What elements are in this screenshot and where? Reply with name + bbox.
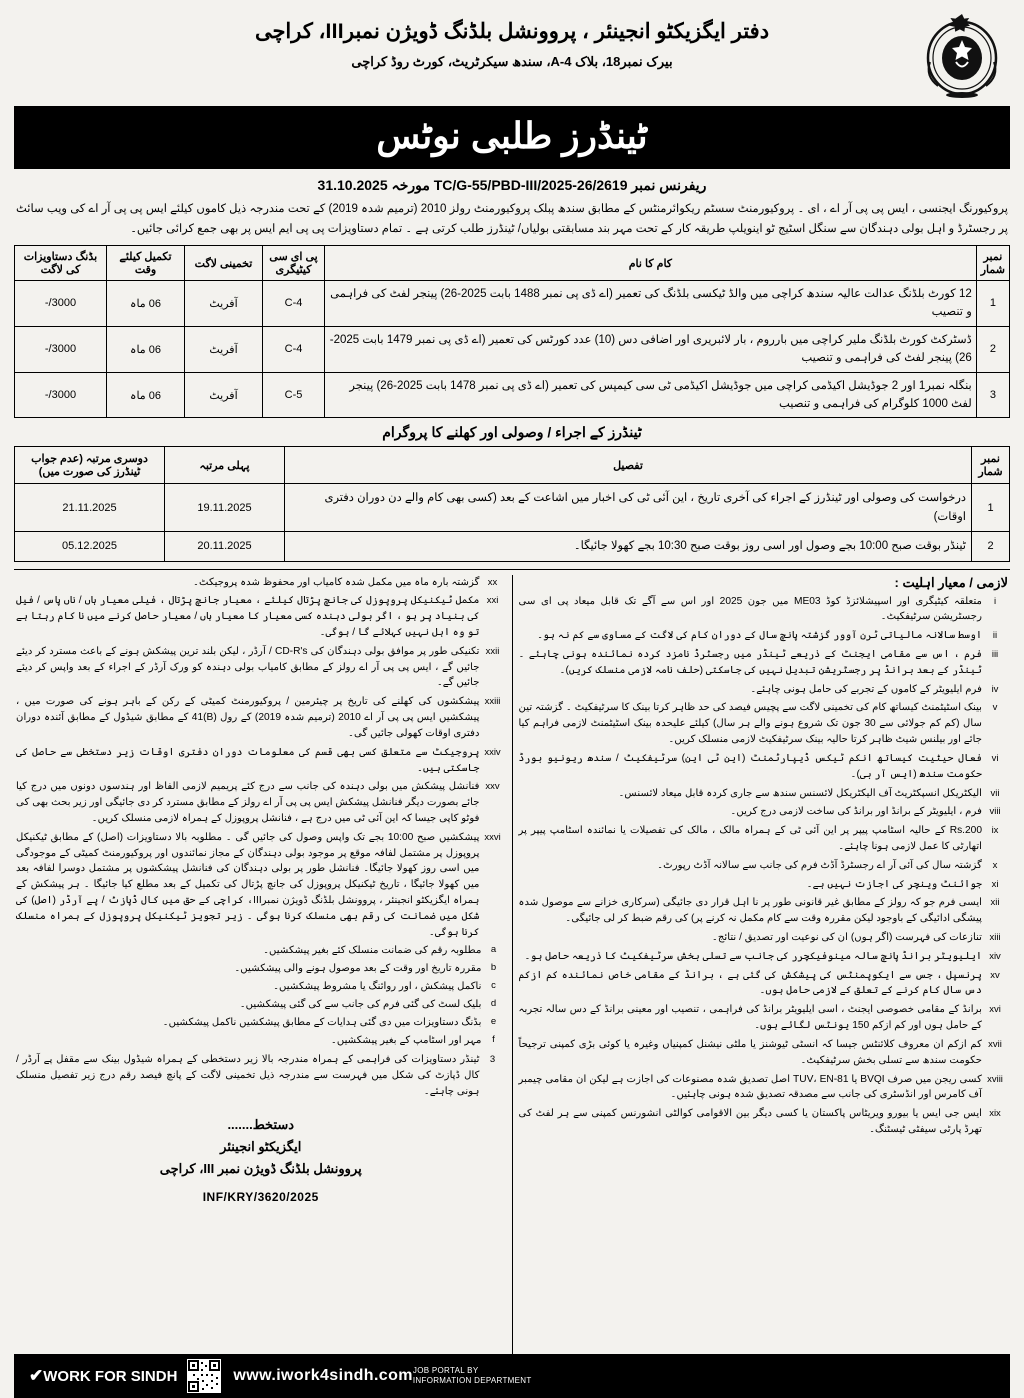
footer-bar (14, 1354, 1010, 1398)
row-detail: درخواست کی وصولی اور ٹینڈرز کے اجراء کی آخری تاریخ ، این آئی ٹی کی اخبار میں اشاعت کے بعد (کسی بھی کام والے دن دوران دفتری اوقات) (285, 484, 972, 532)
reference-line: ریفرنس نمبر TC/G-55/PBD-III/2025-26/2619 مورخہ 31.10.2025 (317, 177, 707, 193)
clause-marker: vii (990, 787, 1000, 799)
list-item (519, 968, 1009, 1000)
list-item (16, 779, 506, 826)
clause-text: ٹینڈر دستاویزات کی فراہمی کے ہمراہ مندرجہ بالا زیر دستخطی کے ہمراہ شیڈول بینک سے مقفل پے آرڈر / کال ڈپازٹ کی شکل میں فہرست سے مندرجہ ذیل تخمینی لاگت کے پانچ فیصد رقم درج زیر تفصیل منسلک ہونی چاہئے۔ (16, 1054, 480, 1097)
eligibility-title: لازمی / معیار اہلیت : (894, 574, 1008, 590)
list-item (519, 895, 1009, 927)
clause-marker: xi (991, 878, 999, 890)
list-item (16, 644, 506, 691)
row-sr: 2 (976, 326, 1009, 372)
inf-number: INF/KRY/3620/2025 (202, 1190, 319, 1205)
col-pec-category: پی ای سی کیٹیگری (263, 246, 325, 281)
clause-text: ایلیویٹر برانڈ پانچ سالہ مینوفیکچرر کی جانب سے تسلی بخش سرٹیفکیٹ کا ذریعہ حاصل ہو۔ (524, 950, 982, 962)
notice-title-bar (14, 106, 1010, 169)
row-category: C-4 (263, 281, 325, 327)
clause-marker: xxvi (484, 831, 501, 843)
signature-block (16, 1114, 506, 1180)
list-item (519, 682, 1009, 698)
clause-text: کم ازکم ان معروف کلائنٹس جیسا کہ انسٹی ٹیوشنز یا ملٹی نیشنل کمپنیاں وغیرہ یا کوئی بڑی کمپنی ترجیحاً حکومت سندھ سے تسلی بخش سرٹیفکیٹ۔ (518, 1038, 982, 1066)
table-row (15, 326, 1010, 372)
row-time: 06 ماہ (107, 326, 185, 372)
list-item (519, 823, 1009, 855)
list-item (519, 628, 1009, 644)
row-work-name: ڈسٹرکٹ کورٹ بلڈنگ ملیر کراچی میں بارروم ، بار لائبریری اور اضافی دس (10) عدد کورٹس کی تعمیر (اے ڈی پی نمبر 1479 بابت 2025-26) پینجر لفٹ کی فراہمی و تنصیب (325, 326, 977, 372)
eligibility-list (519, 594, 1009, 1138)
list-item (519, 1002, 1009, 1034)
clause-text: جوائنٹ وینچر کی اجازت نہیں ہے۔ (806, 878, 982, 890)
clause-marker: xviii (987, 1073, 1003, 1085)
page-title: ٹینڈرز طلبی نوٹس (376, 115, 648, 156)
clause-text: تنازعات کی فہرست (اگر ہوں) ان کی نوعیت اور تصدیق / نتائج۔ (711, 932, 982, 944)
clause-marker: xxiv (484, 746, 501, 758)
portal-caption-line2: INFORMATION DEPARTMENT (412, 1376, 532, 1385)
clause-marker: xxii (485, 645, 500, 657)
clause-marker: xvi (989, 1004, 1001, 1016)
clause-text: متعلقہ کیٹیگری اور اسپیشلائزڈ کوڈ ME03 میں جون 2025 اور اس سے آگے تک قابل میعاد پی ای سی رجسٹریشن سرٹیفکیٹ۔ (518, 595, 982, 623)
row-first-date: 20.11.2025 (165, 532, 285, 561)
sub-clause-marker: f (492, 1033, 495, 1045)
col-second-time: دوسری مرتبہ (عدم جواب ٹینڈرز کی صورت میں) (15, 447, 165, 484)
signature-line: دستخط....... (227, 1116, 295, 1132)
table-row (15, 532, 1010, 561)
list-item (16, 575, 506, 591)
clause-marker: ix (991, 825, 999, 837)
row-time: 06 ماہ (107, 372, 185, 418)
list-item (519, 594, 1009, 626)
clause-marker: xii (990, 897, 1000, 909)
list-item (519, 930, 1009, 946)
portal-url[interactable]: www.iwork4sindh.com (233, 1367, 413, 1384)
clause-text: Rs.200 کے حالیہ اسٹامپ پیپر پر این آئی ٹی کے ہمراہ مالک ، مالک کی تفصیلات یا نمائندہ اسٹامپ پیپر پر اتھارٹی کا عمل لازمی ہونا چاہئے۔ (518, 825, 982, 852)
list-item (16, 830, 506, 941)
row-fee: 3000/- (15, 326, 107, 372)
sub-clause-text: مقررہ تاریخ اور وقت کے بعد موصول ہونے والی پیشکشیں۔ (234, 963, 482, 975)
sub-clause-text: ناکمل پیشکش ، اور روائنگ یا مشروط پیشکشیں۔ (273, 981, 482, 993)
intro-paragraph: پروکیورنگ ایجنسی ، ایس پی پی آر اے ، ای ۔ پروکیورمنٹ سسٹم ریکوائرمنٹس کے مطابق سندھ پبلک پروکیورمنٹ رولز 2010 (ترمیم شدہ 2019) کے تحت مندرجہ ذیل کاموں کیلئے ایس پی پی آر اے کی ویب سائٹ پر رجسٹرڈ و اہل بولی دہندگان سے سنگل اسٹیج ٹو اینویلپ طریقہ کار کے تحت مہر بند مسابقتی بولیاں/ ٹینڈرز طلب کرتی ہے ۔ تمام دستاویزات پی پی ایم ایس پر بھی جمع کرائی جائیں۔ (16, 203, 1009, 235)
conditions-list (16, 575, 506, 941)
clause-marker: xxv (485, 781, 500, 793)
list-item (16, 694, 506, 741)
sub-clause-marker: e (490, 1015, 497, 1027)
sub-clause-marker: c (491, 980, 496, 992)
sub-clause-marker: d (490, 997, 497, 1009)
clause-text: کسی ریجن میں صرف BVQI یا TUV، EN-81 اصل تصدیق شدہ مصنوعات کی اجازت ہے لیکن ان مقامی چیمبر آف کامرس اور انڈسٹری کی جانب سے مصدقہ تصدیق شدہ ہونی چاہئیں۔ (518, 1073, 982, 1101)
list-item (16, 961, 506, 977)
clause-marker: 3 (489, 1054, 496, 1066)
list-item (519, 1106, 1009, 1138)
row-second-date: 05.12.2025 (15, 532, 165, 561)
signatory-division: پروونشل بلڈنگ ڈویژن نمبر III، کراچی (159, 1160, 362, 1176)
clause-text: پیشکشیں صبح 10:00 بجے تک واپس وصول کی جائیں گی ۔ مطلوبہ بالا دستاویزات (اصل) کے مطابق ٹیکنیکل پروپوزل پر مشتمل لفافہ موقع پر موجود بولی دہندگان کے مجاز نمائندوں اور پروکیورمنٹ کمیٹی کے موجودگی میں اسی روز کھولا جائیگا۔ فنانشل طور پر بولی دہندگان کی فنانشل پیشکشوں پر مشتمل دوسرا لفافہ بعد میں کھولا جائیگا ، تاریخ ٹیکنیکل پروپوزل کی جانچ پڑتال کی تکمیل کے بعد مطلع کیا جائیگا ۔ ہر پیشکش کے ہمراہ ایگزیکٹو انجینئر ، پروونشل بلڈنگ ڈویژن نمبرIII، کراچی کے حق میں کال ڈپازٹ / پے آرڈر (اصل) کی شکل میں ضمانت کی رقم بھی منسلک کرنا ہوگی ۔ زیر تجویز ٹیکنیکل پروپوزل کے ہمراہ منسلک کرنا ہوگی۔ (16, 831, 480, 938)
brand-label: WORK FOR SINDH (43, 1367, 178, 1385)
row-sr: 2 (972, 532, 1010, 561)
clause-text: گزشتہ سال کی آئی آر اے رجسٹرڈ آڈٹ فرم کی جانب سے سالانہ آڈٹ رپورٹ۔ (657, 859, 982, 871)
clause-marker: iv (991, 683, 999, 695)
col-sr: نمبر شمار (972, 447, 1010, 484)
clause-marker: vi (991, 752, 999, 764)
row-time: 06 ماہ (107, 281, 185, 327)
clause-marker: ii (992, 630, 998, 642)
qr-code-icon (187, 1359, 221, 1393)
col-sr: نمبر شمار (976, 246, 1009, 281)
col-estimated-cost: تخمینی لاگت (185, 246, 263, 281)
sub-clause-text: بڈنگ دستاویزات میں دی گئی ہدایات کے مطابق پیشکشیں ناکمل پیشکشیں۔ (162, 1016, 482, 1028)
list-item (16, 979, 506, 995)
col-document-cost: بڈنگ دستاویزات کی لاگت (15, 246, 107, 281)
eligibility-column (513, 575, 1011, 1362)
row-sr: 1 (976, 281, 1009, 327)
list-item (16, 1052, 506, 1099)
row-cost: آفریٹ (185, 281, 263, 327)
row-work-name: 12 کورٹ بلڈنگ عدالت عالیہ سندھ کراچی میں والڈ ٹیکسی بلڈنگ کی تعمیر (اے ڈی پی نمبر 1488 بابت 2025-26) پینجر لفٹ کی فراہمی و تنصیب (325, 281, 977, 327)
row-work-name: بنگلہ نمبر1 اور 2 جوڈیشل اکیڈمی کراچی میں جوڈیشل اکیڈمی ٹی سی کیمپس کی تعمیر (اے ڈی پی نمبر 1478 بابت 2025-26) پینجر لفٹ 1000 کلوگرام کی فراہمی و تنصیب (325, 372, 977, 418)
document-header (14, 8, 1010, 100)
sub-clause-text: مطلوبہ رقم کی ضمانت منسلک کئے بغیر پیشکشیں۔ (263, 945, 482, 957)
works-table (14, 245, 1010, 418)
signatory-designation: ایگزیکٹو انجینئر (220, 1138, 302, 1154)
portal-caption (413, 1366, 532, 1386)
clause-marker: i (993, 595, 997, 607)
list-item (519, 858, 1009, 874)
clause-marker: xxi (486, 595, 499, 607)
clause-marker: xx (487, 576, 498, 588)
col-work-name: کام کا نام (325, 246, 977, 281)
list-item (16, 745, 506, 777)
terms-columns (14, 569, 1010, 1362)
table-row (15, 281, 1010, 327)
clause-marker: xxiii (484, 696, 501, 708)
clause-marker: iii (991, 649, 999, 661)
clause-marker: v (992, 702, 998, 714)
sub-clause-marker: b (490, 962, 497, 974)
list-item (16, 943, 506, 959)
clause-text: فرم ایلیویٹر کے کاموں کے تجربے کی حامل ہونی چاہئے۔ (750, 683, 982, 695)
clause-marker: xiv (989, 950, 1001, 962)
clause-text: برانڈ کے مقامی خصوصی ایجنٹ ، اسی ایلیویٹر برانڈ کی فراہمی ، تنصیب اور معینی برانڈ کے دس سالہ تجربہ کے حامل ہوں اور کم ازکم 150 یونٹس لگائے ہوں۔ (518, 1004, 982, 1032)
government-of-sindh-crest-icon (920, 10, 1004, 98)
portal-caption-line1: JOB PORTAL BY (412, 1366, 479, 1375)
schedule-header-row (15, 447, 1010, 484)
clause-marker: xvii (988, 1038, 1002, 1050)
sub-clause-text: مہر اور اسٹامپ کے بغیر پیشکشیں۔ (330, 1034, 482, 1046)
final-condition-list (16, 1052, 506, 1099)
row-fee: 3000/- (15, 372, 107, 418)
list-item (519, 786, 1009, 802)
schedule-heading: ٹینڈرز کے اجراء / وصولی اور کھلنے کا پروگرام (382, 424, 642, 441)
schedule-table (14, 446, 1010, 561)
list-item (519, 700, 1009, 747)
col-first-time: پہلی مرتبہ (165, 447, 285, 484)
clause-text: پروجیکٹ سے متعلق کسی بھی قسم کی معلومات دوران دفتری اوقات زیر دستخطی سے حاصل کی جاسکتی ہیں۔ (16, 746, 480, 774)
list-item (519, 949, 1009, 965)
list-item (16, 1033, 506, 1049)
list-item (519, 1072, 1009, 1104)
clause-text: ایسی فرم جو کہ رولز کے مطابق غیر قانونی طور پر نا اہل قرار دی جائیگی (سرکاری خزانے سے موصول شدہ پیشگی ادائیگی کے باوجود لیکن مقررہ وقت سے کام مکمل نہ کرنے پر) کی رقم ضبط کر لی جائیگی۔ (518, 897, 982, 925)
clause-marker: xv (990, 969, 1000, 981)
list-item (519, 1037, 1009, 1069)
works-table-header-row (15, 246, 1010, 281)
office-address: بیرک نمبر18، بلاک 4-A، سندھ سیکرٹریٹ، کورٹ روڈ کراچی (351, 53, 673, 69)
table-row (15, 372, 1010, 418)
list-item (519, 647, 1009, 679)
clause-text: پیشکشوں کی کھلنے کی تاریخ پر چیئرمین / پروکیورمنٹ کمیٹی کے رکن کے باہر ہونے کی صورت میں ، پیشکشیں ایس پی پی آر اے 2010 (ترمیم شدہ 2019) کے رول (B)41 کے مطابق شیڈول کے مطابق آئندہ دوران دفتری اوقات کھولی جائیں گی۔ (16, 696, 480, 739)
list-item (519, 804, 1009, 820)
sub-clause-marker: a (490, 944, 497, 956)
clause-text: تکنیکی طور پر موافق بولی دہندگان کی CD-R's / آرڈر ، لیکن بلند ترین پیشکش ہونے کے باعث مسترد کر دیئے جائیں گے ، ایس پی پی آر اے رولز کے مطابق کامیاب بولی دہندہ کو ورک آرڈر کے اجراء کے بعد واپس کر دیئے جائیں گے۔ (16, 645, 480, 689)
row-sr: 3 (976, 372, 1009, 418)
list-item (519, 751, 1009, 783)
clause-text: ایس جی ایس یا بیورو ویریٹاس پاکستان یا کسی دیگر بین الاقوامی کوالٹی انشورنس کمپنی سے ہر لفٹ کی تھرڈ پارٹی سیفٹی ٹیسٹنگ۔ (518, 1108, 982, 1135)
clause-text: فرم ، اس سے مقامی ایجنٹ کے ذریعے ٹینڈر میں رجسٹرڈ نامزد کردہ نمائندہ ہونی چاہئے ۔ ٹینڈر کے بعد برانڈ پر رجسٹریشن تبدیل نہیں کی جاسکتی (حلف نامہ لازمی منسلک کریں)۔ (518, 649, 982, 676)
row-detail: ٹینڈر بوقت صبح 10:00 بجے وصول اور اسی روز بوقت صبح 10:30 بجے کھولا جائیگا۔ (285, 532, 972, 561)
clause-text: الیکٹریکل انسپکٹریٹ آف الیکٹریکل لائسنس سندھ سے جاری کردہ قابل میعاد لائسنس۔ (618, 787, 982, 799)
clause-text: گزشتہ بارہ ماہ میں مکمل شدہ کامیاب اور محفوظ شدہ پروجیکٹ۔ (193, 576, 480, 588)
row-first-date: 19.11.2025 (165, 484, 285, 532)
conditions-column (14, 575, 512, 1362)
row-category: C-4 (263, 326, 325, 372)
col-completion-time: تکمیل کیلئے وقت (107, 246, 185, 281)
row-cost: آفریٹ (185, 326, 263, 372)
table-row (15, 484, 1010, 532)
clause-marker: x (992, 859, 998, 871)
check-icon: ✔ (29, 1366, 44, 1385)
clause-marker: viii (989, 806, 1001, 818)
row-second-date: 21.11.2025 (15, 484, 165, 532)
brand-block (24, 1366, 177, 1386)
clause-text: فنانشل پیشکش میں بولی دہندہ کی جانب سے درج کئے پریمیم لازمی الفاظ اور ہندسوں دونوں میں درج کیا جائے بصورت دیگر فنانشل پیشکش ایس پی پی آر اے رولز کے مطابق مسترد کر دی جائیگی اور زیر بحث بھی کی فوٹو کاپی جیسا کہ این آئی ٹی میں درج ہے ، فنانشل پروپوزل کے ہمراہ لازمی منسلک کریں۔ (16, 781, 480, 824)
sub-clause-text: بلیک لسٹ کی گئی فرم کی جانب سے کی گئی پیشکشیں۔ (239, 998, 482, 1010)
clause-text: بینک اسٹیٹمنٹ کیساتھ کام کی تخمینی لاگت سے پچیس فیصد کی حد ظاہر کرتا بینک کا سرٹیفکیٹ ۔ گزشتہ تین سال (کم کم جولائی سے 30 جون تک شروع ہونے والے ہر سال) کیلئے علیحدہ بینک اسٹیٹمنٹ لازمی فراہم کیا جائے اور بیلنس شیٹ ظاہر کرتا حالیہ بینک سرٹیفکیٹ لازمی منسلک کریں۔ (518, 702, 982, 746)
clause-text: فعال حیثیت کیساتھ انکم ٹیکس ڈیپارٹمنٹ (این ٹی این) سرٹیفکیٹ / سندھ ریونیو بورڈ حکومت سندھ (ایس آر بی)۔ (518, 752, 982, 780)
list-item (16, 997, 506, 1013)
row-fee: 3000/- (15, 281, 107, 327)
clause-marker: xiii (989, 932, 1001, 944)
row-category: C-5 (263, 372, 325, 418)
list-item (16, 1015, 506, 1031)
clause-text: مکمل ٹیکنیکل پروپوزل کی جانچ پڑتال کیلئے ، معیار جانچ پڑتال ، فیلی معیار ہاں / ناں پاس / فیل کی بنیاد پر ہو ، اگر بولی دہندہ کسی معیار کا معیار ہاں / معیار حاصل کرنے میں نا کام رہتا ہے تو وہ اہل نہیں کہلائے گا / ہوگی۔ (16, 595, 480, 639)
col-detail: تفصیل (285, 447, 972, 484)
list-item (16, 593, 506, 640)
office-title: دفتر ایگزیکٹو انجینئر ، پروونشل بلڈنگ ڈویژن نمبرIII، کراچی (254, 20, 770, 43)
list-item (519, 877, 1009, 893)
clause-text: پرنسپل ، جس سے ایکوپمنٹس کی پیشکش کی گئی ہے ، برانڈ کے مقامی خاص نمائندہ کم ازکم دس سال کام کرنے کے تعلق کے لازمی حامل ہوں۔ (518, 969, 982, 997)
row-sr: 1 (972, 484, 1010, 532)
rejection-sub-list (16, 943, 506, 1048)
clause-marker: xix (989, 1108, 1001, 1120)
clause-text: اوسط سالانہ مالیاتی ٹرن آوور گزشتہ پانچ سال کے دوران کام کی لاگت کے مساوی سے کم نہ ہو۔ (537, 630, 982, 642)
clause-text: فرم ، ایلیویٹر کے برانڈ اور برانڈ کی ساخت لازمی درج کریں۔ (730, 806, 982, 818)
row-cost: آفریٹ (185, 372, 263, 418)
